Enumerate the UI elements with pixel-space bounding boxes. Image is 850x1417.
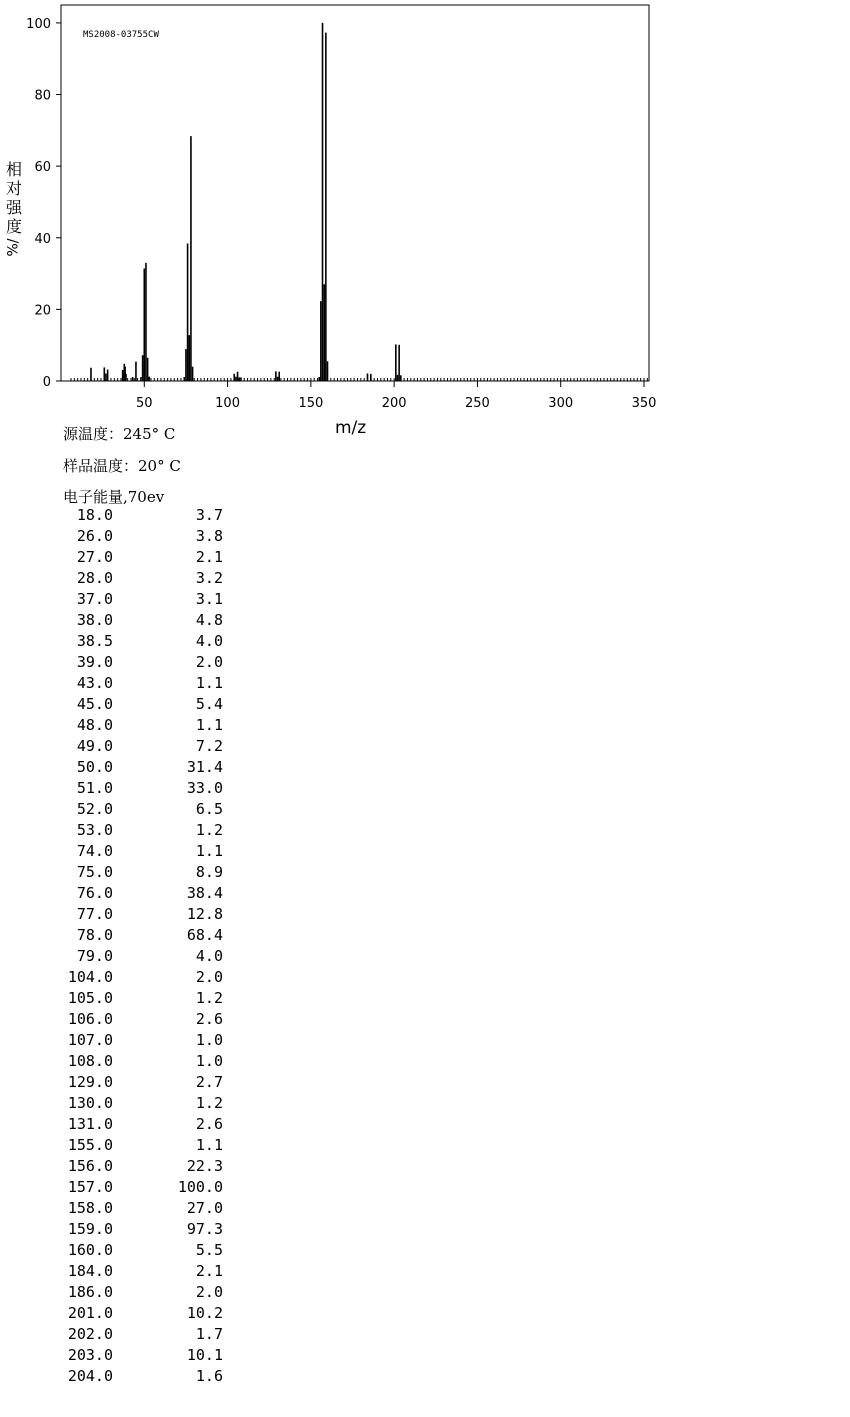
sample-temperature: 样品温度：20° C bbox=[63, 457, 181, 475]
peak-intensity-value: 1.2 bbox=[195, 821, 223, 839]
peak-mz-value: 74.0 bbox=[76, 842, 113, 860]
peak-mz-value: 49.0 bbox=[76, 737, 113, 755]
peak-table-row bbox=[55, 737, 223, 758]
peak-table-row bbox=[55, 1367, 223, 1388]
peak-table-row bbox=[55, 632, 223, 653]
peak-mz-value: 130.0 bbox=[67, 1094, 113, 1112]
peak-mz-value: 48.0 bbox=[76, 716, 113, 734]
peak-table-row bbox=[55, 611, 223, 632]
peak-mz-value: 203.0 bbox=[67, 1346, 113, 1364]
peak-mz-value: 186.0 bbox=[67, 1283, 113, 1301]
peak-mz-value: 77.0 bbox=[76, 905, 113, 923]
peak-table-row bbox=[55, 1073, 223, 1094]
peak-mz-value: 78.0 bbox=[76, 926, 113, 944]
x-tick-label: 50 bbox=[136, 396, 153, 411]
peak-table-row bbox=[55, 1031, 223, 1052]
x-tick-label: 150 bbox=[298, 396, 324, 411]
peak-mz-value: 43.0 bbox=[76, 674, 113, 692]
peak-table-row bbox=[55, 947, 223, 968]
peak-mz-value: 27.0 bbox=[76, 548, 113, 566]
peak-intensity-value: 27.0 bbox=[186, 1199, 223, 1217]
peak-table-row bbox=[55, 863, 223, 884]
peak-table-row bbox=[55, 695, 223, 716]
peak-mz-value: 53.0 bbox=[76, 821, 113, 839]
peak-mz-value: 129.0 bbox=[67, 1073, 113, 1091]
peak-intensity-value: 97.3 bbox=[186, 1220, 223, 1238]
peak-table-row bbox=[55, 569, 223, 590]
plot-frame bbox=[61, 5, 649, 381]
peak-table-row bbox=[55, 968, 223, 989]
peak-table bbox=[55, 506, 223, 1388]
peak-intensity-value: 12.8 bbox=[186, 905, 223, 923]
peak-intensity-value: 2.0 bbox=[195, 653, 223, 671]
peak-intensity-value: 2.1 bbox=[195, 1262, 223, 1280]
peak-mz-value: 156.0 bbox=[67, 1157, 113, 1175]
peak-intensity-value: 4.0 bbox=[195, 632, 223, 650]
peak-intensity-value: 5.4 bbox=[195, 695, 223, 713]
peak-intensity-value: 1.0 bbox=[195, 1052, 223, 1070]
peak-intensity-value: 10.1 bbox=[186, 1346, 223, 1364]
peak-intensity-value: 8.9 bbox=[195, 863, 223, 881]
x-tick-label: 350 bbox=[631, 396, 657, 411]
peak-mz-value: 104.0 bbox=[67, 968, 113, 986]
y-tick-label: 60 bbox=[34, 160, 51, 176]
peak-table-row bbox=[55, 884, 223, 905]
peak-mz-value: 38.0 bbox=[76, 611, 113, 629]
peak-mz-value: 201.0 bbox=[67, 1304, 113, 1322]
peak-mz-value: 52.0 bbox=[76, 800, 113, 818]
y-axis-label-char-2: 对 bbox=[5, 179, 22, 198]
peak-mz-value: 79.0 bbox=[76, 947, 113, 965]
peak-table-row bbox=[55, 548, 223, 569]
peak-table-row bbox=[55, 1178, 223, 1199]
peak-intensity-value: 2.7 bbox=[195, 1073, 223, 1091]
x-axis-ticks bbox=[136, 381, 656, 411]
peak-mz-value: 131.0 bbox=[67, 1115, 113, 1133]
peak-intensity-value: 38.4 bbox=[186, 884, 223, 902]
x-tick-label: 300 bbox=[548, 396, 574, 411]
peak-intensity-value: 31.4 bbox=[186, 758, 223, 776]
peak-intensity-value: 1.1 bbox=[195, 842, 223, 860]
x-axis-label: m/z bbox=[335, 418, 367, 438]
peak-mz-value: 26.0 bbox=[76, 527, 113, 545]
peak-mz-value: 159.0 bbox=[67, 1220, 113, 1238]
peak-intensity-value: 22.3 bbox=[186, 1157, 223, 1175]
peak-mz-value: 50.0 bbox=[76, 758, 113, 776]
peak-intensity-value: 1.1 bbox=[195, 1136, 223, 1154]
mass-spectrum-chart bbox=[0, 0, 850, 420]
peak-intensity-value: 3.2 bbox=[195, 569, 223, 587]
peak-intensity-value: 2.6 bbox=[195, 1115, 223, 1133]
peak-mz-value: 155.0 bbox=[67, 1136, 113, 1154]
spectrum-peaks bbox=[91, 23, 401, 381]
peak-intensity-value: 4.0 bbox=[195, 947, 223, 965]
peak-mz-value: 39.0 bbox=[76, 653, 113, 671]
y-axis-label bbox=[4, 160, 24, 257]
peak-table-row bbox=[55, 842, 223, 863]
peak-mz-value: 108.0 bbox=[67, 1052, 113, 1070]
peak-table-row bbox=[55, 779, 223, 800]
peak-intensity-value: 3.8 bbox=[195, 527, 223, 545]
peak-mz-value: 184.0 bbox=[67, 1262, 113, 1280]
peak-mz-value: 160.0 bbox=[67, 1241, 113, 1259]
peak-intensity-value: 2.0 bbox=[195, 1283, 223, 1301]
peak-table-row bbox=[55, 1262, 223, 1283]
source-temperature: 源温度：245° C bbox=[63, 425, 176, 443]
peak-mz-value: 37.0 bbox=[76, 590, 113, 608]
y-axis-unit: %/ bbox=[5, 238, 22, 257]
peak-intensity-value: 1.7 bbox=[195, 1325, 223, 1343]
peak-table-row bbox=[55, 989, 223, 1010]
y-tick-label: 0 bbox=[42, 375, 51, 390]
peak-mz-value: 202.0 bbox=[67, 1325, 113, 1343]
peak-table-row bbox=[55, 1220, 223, 1241]
y-tick-label: 100 bbox=[26, 16, 51, 32]
peak-intensity-value: 5.5 bbox=[195, 1241, 223, 1259]
peak-table-row bbox=[55, 1052, 223, 1073]
peak-table-row bbox=[55, 1283, 223, 1304]
peak-intensity-value: 1.0 bbox=[195, 1031, 223, 1049]
peak-table-row bbox=[55, 590, 223, 611]
peak-mz-value: 107.0 bbox=[67, 1031, 113, 1049]
peak-intensity-value: 100.0 bbox=[177, 1178, 223, 1196]
peak-table-row bbox=[55, 674, 223, 695]
peak-table-row bbox=[55, 527, 223, 548]
x-tick-label: 100 bbox=[215, 396, 240, 411]
peak-table-row bbox=[55, 1304, 223, 1325]
y-axis-label-char-3: 强 bbox=[5, 198, 22, 217]
peak-table-row bbox=[55, 506, 223, 527]
peak-intensity-value: 1.1 bbox=[195, 716, 223, 734]
peak-intensity-value: 1.2 bbox=[195, 989, 223, 1007]
peak-mz-value: 158.0 bbox=[67, 1199, 113, 1217]
peak-table-row bbox=[55, 1157, 223, 1178]
peak-intensity-value: 1.6 bbox=[195, 1367, 223, 1385]
peak-table-row bbox=[55, 926, 223, 947]
peak-intensity-value: 33.0 bbox=[186, 779, 223, 797]
peak-mz-value: 28.0 bbox=[76, 569, 113, 587]
y-axis-label-char-1: 相 bbox=[5, 160, 22, 179]
peak-table-row bbox=[55, 800, 223, 821]
peak-table-row bbox=[55, 1325, 223, 1346]
y-tick-label: 40 bbox=[34, 231, 51, 247]
peak-intensity-value: 3.7 bbox=[195, 506, 223, 524]
peak-mz-value: 105.0 bbox=[67, 989, 113, 1007]
peak-table-row bbox=[55, 758, 223, 779]
peak-table-row bbox=[55, 1115, 223, 1136]
x-tick-label: 200 bbox=[381, 396, 407, 411]
peak-mz-value: 51.0 bbox=[76, 779, 113, 797]
peak-table-row bbox=[55, 1241, 223, 1262]
peak-intensity-value: 10.2 bbox=[186, 1304, 223, 1322]
peak-mz-value: 76.0 bbox=[76, 884, 113, 902]
peak-table-row bbox=[55, 905, 223, 926]
y-tick-label: 80 bbox=[34, 88, 51, 104]
peak-table-row bbox=[55, 1199, 223, 1220]
peak-table-row bbox=[55, 716, 223, 737]
electron-energy: 电子能量,70ev bbox=[63, 488, 165, 506]
peak-table-row bbox=[55, 1136, 223, 1157]
peak-mz-value: 106.0 bbox=[67, 1010, 113, 1028]
sample-id-label: MS2008-03755CW bbox=[83, 30, 159, 40]
peak-table-row bbox=[55, 821, 223, 842]
peak-mz-value: 75.0 bbox=[76, 863, 113, 881]
y-axis-ticks bbox=[26, 17, 61, 390]
peak-intensity-value: 2.0 bbox=[195, 968, 223, 986]
peak-mz-value: 157.0 bbox=[67, 1178, 113, 1196]
y-axis-label-char-4: 度 bbox=[5, 217, 22, 236]
peak-intensity-value: 3.1 bbox=[195, 590, 223, 608]
peak-intensity-value: 1.1 bbox=[195, 674, 223, 692]
peak-mz-value: 38.5 bbox=[76, 632, 113, 650]
peak-intensity-value: 68.4 bbox=[186, 926, 223, 944]
y-tick-label: 20 bbox=[34, 303, 51, 319]
peak-intensity-value: 1.2 bbox=[195, 1094, 223, 1112]
peak-intensity-value: 2.6 bbox=[195, 1010, 223, 1028]
peak-table-row bbox=[55, 1346, 223, 1367]
peak-intensity-value: 6.5 bbox=[195, 800, 223, 818]
peak-table-row bbox=[55, 653, 223, 674]
peak-table-row bbox=[55, 1094, 223, 1115]
peak-mz-value: 45.0 bbox=[76, 695, 113, 713]
peak-mz-value: 204.0 bbox=[67, 1367, 113, 1385]
peak-table-row bbox=[55, 1010, 223, 1031]
x-tick-label: 250 bbox=[465, 396, 490, 411]
peak-mz-value: 18.0 bbox=[76, 506, 113, 524]
peak-intensity-value: 2.1 bbox=[195, 548, 223, 566]
peak-intensity-value: 7.2 bbox=[195, 737, 223, 755]
peak-intensity-value: 4.8 bbox=[195, 611, 223, 629]
